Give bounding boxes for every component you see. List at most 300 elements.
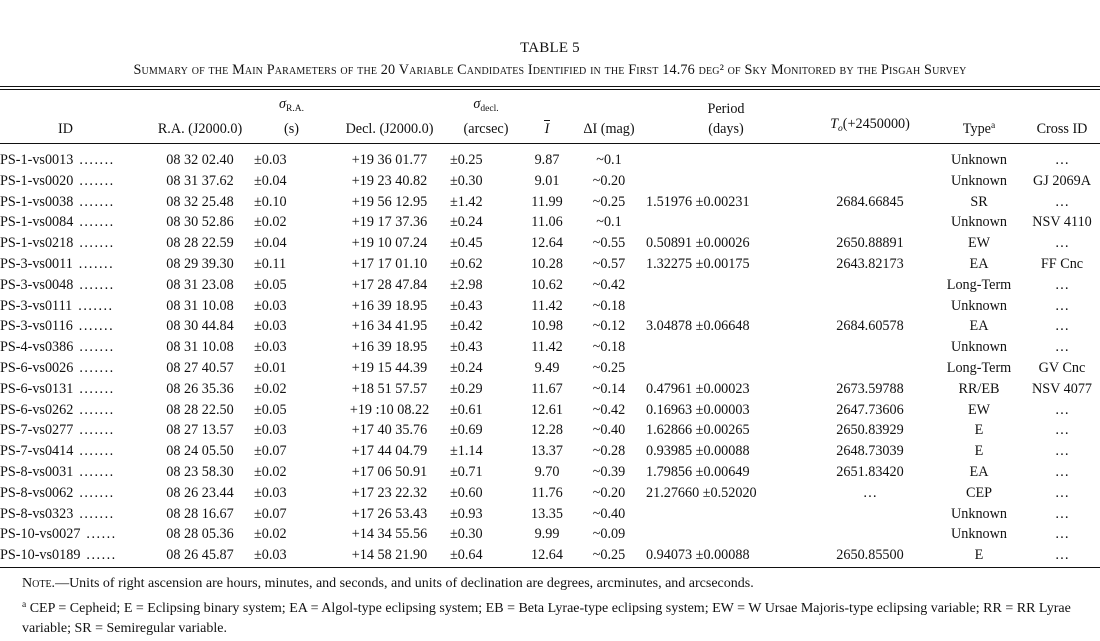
- cell-cross: …: [1054, 276, 1070, 293]
- cell-period: 1.32275 ±0.00175: [646, 255, 750, 272]
- cell-mean-i: 13.35: [531, 505, 563, 522]
- table-row: [0, 316, 1100, 337]
- cell-period: [646, 504, 806, 525]
- table-row: [0, 145, 1100, 171]
- cell-delta-i: ~0.20: [592, 484, 626, 501]
- cell-period: 0.50891 ±0.00026: [646, 235, 750, 252]
- cell-ra: 08 30 44.84: [166, 318, 234, 335]
- object-id: PS-1-vs0084: [0, 214, 74, 231]
- cell-cross: …: [1054, 235, 1070, 252]
- cell-mean-i: 12.28: [531, 422, 563, 439]
- cell-type: Long-Term: [946, 359, 1012, 376]
- cell-type: EW: [967, 401, 991, 418]
- cell-period: [646, 337, 806, 358]
- cell-mean-i: 9.70: [534, 463, 560, 480]
- top-rule: [0, 86, 1100, 87]
- leader-dots: .......: [79, 401, 115, 418]
- cell-cross: …: [1054, 193, 1070, 210]
- leader-dots: .......: [79, 505, 115, 522]
- cell-mean-i: 11.67: [531, 380, 563, 397]
- cell-cross: FF Cnc: [1040, 255, 1084, 272]
- cell-type: CEP: [965, 484, 993, 501]
- cell-type: E: [974, 422, 984, 439]
- cell-mean-i: 9.01: [534, 172, 560, 189]
- cell-t0: [806, 145, 934, 171]
- leader-dots: .......: [79, 214, 115, 231]
- cell-cross: …: [1054, 401, 1070, 418]
- object-id: PS-6-vs0262: [0, 401, 74, 418]
- cell-mean-i: 13.37: [531, 443, 563, 460]
- cell-id: [0, 296, 146, 317]
- table-row: [0, 254, 1100, 275]
- cell-dec: +16 34 41.95: [351, 318, 428, 335]
- cell-ra: 08 28 05.36: [166, 526, 234, 543]
- cell-sigma-dec: ±0.61: [450, 401, 483, 418]
- cell-mean-i: 11.42: [531, 297, 563, 314]
- cell-sigma-ra: ±0.02: [254, 380, 287, 397]
- cell-mean-i: 10.28: [531, 255, 563, 272]
- note-label: Note.: [22, 576, 56, 591]
- col-header-dec: Decl. (J2000.0): [345, 121, 434, 137]
- cell-id: [0, 524, 146, 545]
- object-id: PS-6-vs0131: [0, 380, 74, 397]
- cell-period: [646, 145, 806, 171]
- cell-ra: 08 28 22.59: [166, 235, 234, 252]
- cell-sigma-ra: ±0.03: [254, 484, 287, 501]
- cell-sigma-ra: ±0.01: [254, 359, 287, 376]
- cell-t0: [806, 296, 934, 317]
- cell-cross: …: [1054, 443, 1070, 460]
- cell-id: [0, 145, 146, 171]
- cell-sigma-ra: ±0.05: [254, 276, 287, 293]
- cell-t0: [806, 337, 934, 358]
- cell-ra: 08 29 39.30: [166, 255, 234, 272]
- cell-t0: 2651.83420: [836, 463, 904, 480]
- cell-dec: +14 34 55.56: [351, 526, 428, 543]
- cell-dec: +16 39 18.95: [351, 339, 428, 356]
- cell-t0: [806, 504, 934, 525]
- cell-delta-i: ~0.1: [596, 152, 622, 168]
- cell-delta-i: ~0.42: [592, 276, 626, 293]
- cell-mean-i: 9.87: [534, 152, 560, 168]
- cell-t0: 2643.82173: [836, 255, 904, 272]
- cell-period: [646, 212, 806, 233]
- cell-mean-i: 10.98: [531, 318, 563, 335]
- cell-cross: …: [1054, 297, 1070, 314]
- cell-delta-i: ~0.55: [592, 235, 626, 252]
- table-header: [0, 94, 1100, 145]
- table-row: [0, 504, 1100, 525]
- cell-delta-i: ~0.25: [592, 359, 626, 376]
- table-row: [0, 441, 1100, 462]
- table-row: [0, 524, 1100, 545]
- cell-dec: +17 26 53.43: [351, 505, 428, 522]
- cell-cross: NSV 4110: [1032, 214, 1092, 231]
- cell-sigma-dec: ±0.71: [450, 463, 483, 480]
- cell-ra: 08 28 22.50: [166, 401, 234, 418]
- cell-sigma-ra: ±0.03: [254, 422, 287, 439]
- cell-sigma-ra: ±0.05: [254, 401, 287, 418]
- cell-id: [0, 233, 146, 254]
- cell-mean-i: 12.61: [531, 401, 563, 418]
- col-header-cross-id: Cross ID: [1036, 121, 1088, 137]
- table-row: [0, 233, 1100, 254]
- cell-ra: 08 26 23.44: [166, 484, 234, 501]
- cell-sigma-ra: ±0.02: [254, 214, 287, 231]
- cell-mean-i: 11.42: [531, 339, 563, 356]
- leader-dots: .......: [79, 380, 115, 397]
- leader-dots: .......: [79, 235, 115, 252]
- table-row: [0, 296, 1100, 317]
- table-row: [0, 420, 1100, 441]
- cell-sigma-dec: ±0.43: [450, 339, 483, 356]
- cell-ra: 08 31 23.08: [166, 276, 234, 293]
- leader-dots: .......: [79, 463, 115, 480]
- sigma-dec-symbol: σ: [473, 96, 481, 112]
- cell-delta-i: ~0.25: [592, 547, 626, 564]
- cell-sigma-ra: ±0.02: [254, 463, 287, 480]
- cell-sigma-dec: ±0.60: [450, 484, 483, 501]
- cell-type: Long-Term: [946, 276, 1012, 293]
- cell-cross: …: [1054, 422, 1070, 439]
- leader-dots: .......: [78, 255, 115, 272]
- cell-cross: NSV 4077: [1031, 380, 1093, 397]
- cell-ra: 08 31 10.08: [166, 339, 234, 356]
- cell-t0: 2648.73039: [836, 443, 904, 460]
- leader-dots: .......: [79, 152, 115, 168]
- table-row: [0, 275, 1100, 296]
- cell-delta-i: ~0.42: [592, 401, 626, 418]
- cell-id: [0, 400, 146, 421]
- cell-cross: …: [1054, 505, 1070, 522]
- cell-t0: [806, 212, 934, 233]
- cell-sigma-dec: ±0.93: [450, 505, 483, 522]
- cell-t0: [806, 524, 934, 545]
- cell-ra: 08 31 37.62: [166, 172, 234, 189]
- cell-type: EA: [969, 318, 989, 335]
- cell-cross: …: [1054, 547, 1070, 564]
- cell-mean-i: 12.64: [531, 547, 563, 564]
- table-row: [0, 379, 1100, 400]
- cell-id: [0, 379, 146, 400]
- cell-t0: 2647.73606: [836, 401, 904, 418]
- cell-dec: +17 17 01.10: [351, 255, 428, 272]
- cell-type: Unknown: [951, 172, 1007, 189]
- sigma-dec-unit: (arcsec): [463, 121, 509, 137]
- cell-id: [0, 337, 146, 358]
- object-id: PS-8-vs0323: [0, 505, 74, 522]
- cell-ra: 08 24 05.50: [166, 443, 234, 460]
- cell-delta-i: ~0.12: [592, 318, 626, 335]
- cell-sigma-dec: ±1.14: [450, 443, 483, 460]
- cell-sigma-ra: ±0.04: [254, 172, 287, 189]
- cell-id: [0, 545, 146, 566]
- cell-cross: …: [1054, 484, 1070, 501]
- table-row: [0, 358, 1100, 379]
- cell-delta-i: ~0.20: [592, 172, 626, 189]
- cell-sigma-ra: ±0.03: [254, 152, 287, 168]
- cell-sigma-ra: ±0.11: [254, 255, 287, 272]
- cell-mean-i: 11.76: [531, 484, 563, 501]
- footnote-mark: a: [22, 599, 27, 610]
- cell-type: Unknown: [951, 339, 1007, 356]
- type-footnote-mark: a: [990, 121, 996, 131]
- cell-period: 3.04878 ±0.06648: [646, 318, 750, 335]
- cell-dec: +19 56 12.95: [351, 193, 428, 210]
- table-body: [0, 145, 1100, 566]
- object-id: PS-3-vs0116: [0, 318, 73, 335]
- cell-delta-i: ~0.1: [596, 214, 622, 231]
- sigma-ra-subscript: R.A.: [286, 104, 304, 114]
- cell-type: EW: [967, 235, 991, 252]
- cell-cross: GV Cnc: [1038, 359, 1086, 376]
- cell-mean-i: 12.64: [531, 235, 563, 252]
- object-id: PS-10-vs0027: [0, 526, 81, 543]
- leader-dots: .......: [78, 318, 115, 335]
- cell-period: [646, 524, 806, 545]
- object-id: PS-1-vs0020: [0, 172, 74, 189]
- leader-dots: .......: [79, 172, 115, 189]
- cell-t0: 2650.83929: [836, 422, 904, 439]
- cell-mean-i: 10.62: [531, 276, 563, 293]
- cell-id: [0, 462, 146, 483]
- cell-sigma-dec: ±0.30: [450, 526, 483, 543]
- object-id: PS-1-vs0218: [0, 235, 74, 252]
- cell-type: Unknown: [951, 152, 1007, 168]
- leader-dots: .......: [78, 297, 114, 314]
- cell-sigma-ra: ±0.07: [254, 505, 287, 522]
- cell-type: E: [974, 443, 984, 460]
- cell-id: [0, 275, 146, 296]
- cell-type: Unknown: [951, 214, 1007, 231]
- cell-cross: …: [1054, 318, 1070, 335]
- cell-id: [0, 483, 146, 504]
- table-notes: [0, 574, 1100, 640]
- leader-dots: .......: [79, 339, 115, 356]
- leader-dots: .......: [79, 359, 115, 376]
- cell-delta-i: ~0.40: [592, 505, 626, 522]
- cell-t0: [806, 275, 934, 296]
- cell-dec: +17 23 22.32: [351, 484, 428, 501]
- cell-type: SR: [970, 193, 988, 210]
- col-header-mean-i: [522, 94, 572, 145]
- cell-ra: 08 32 02.40: [166, 152, 234, 168]
- cell-sigma-dec: ±1.42: [450, 193, 483, 210]
- cell-cross: GJ 2069A: [1033, 172, 1091, 189]
- sigma-ra-unit: (s): [284, 121, 299, 137]
- sigma-ra-symbol: σ: [279, 96, 287, 112]
- cell-dec: +14 58 21.90: [351, 547, 428, 564]
- cell-sigma-dec: ±0.24: [450, 214, 483, 231]
- footnote-a: [0, 595, 1100, 640]
- cell-sigma-dec: ±0.43: [450, 297, 483, 314]
- cell-sigma-ra: ±0.03: [254, 339, 287, 356]
- cell-sigma-dec: ±0.30: [450, 172, 483, 189]
- leader-dots: .......: [79, 443, 115, 460]
- bottom-rule: [0, 567, 1100, 568]
- object-id: PS-8-vs0031: [0, 463, 74, 480]
- cell-sigma-ra: ±0.02: [254, 526, 287, 543]
- cell-period: [646, 171, 806, 192]
- cell-cross: …: [1054, 339, 1070, 356]
- cell-ra: 08 26 45.87: [166, 547, 234, 564]
- leader-dots: .......: [79, 193, 115, 210]
- period-unit: (days): [708, 121, 744, 137]
- cell-type: Unknown: [951, 297, 1007, 314]
- cell-t0: …: [862, 484, 878, 501]
- cell-dec: +19 :10 08.22: [349, 401, 430, 418]
- cell-mean-i: 11.99: [531, 193, 563, 210]
- cell-delta-i: ~0.14: [592, 380, 626, 397]
- variables-table: [0, 94, 1100, 566]
- col-header-sigma-dec: [450, 94, 522, 145]
- cell-sigma-ra: ±0.03: [254, 547, 287, 564]
- cell-dec: +19 15 44.39: [351, 359, 428, 376]
- cell-sigma-dec: ±0.69: [450, 422, 483, 439]
- cell-type: EA: [969, 463, 989, 480]
- cell-type: Unknown: [951, 526, 1007, 543]
- object-id: PS-8-vs0062: [0, 484, 74, 501]
- cell-period: 1.62866 ±0.00265: [646, 422, 750, 439]
- cell-period: 0.16963 ±0.00003: [646, 401, 750, 418]
- cell-sigma-dec: ±0.62: [450, 255, 483, 272]
- cell-id: [0, 358, 146, 379]
- table-row: [0, 545, 1100, 566]
- col-header-period: [646, 94, 806, 145]
- cell-ra: 08 27 40.57: [166, 359, 234, 376]
- cell-id: [0, 171, 146, 192]
- object-id: PS-3-vs0111: [0, 297, 73, 314]
- cell-dec: +19 10 07.24: [351, 235, 428, 252]
- cell-dec: +19 36 01.77: [351, 152, 428, 168]
- cell-sigma-ra: ±0.03: [254, 318, 287, 335]
- cell-period: [646, 296, 806, 317]
- cell-period: 1.79856 ±0.00649: [646, 463, 750, 480]
- cell-id: [0, 192, 146, 213]
- cell-id: [0, 441, 146, 462]
- cell-mean-i: 9.49: [534, 359, 560, 376]
- mean-i-symbol: I: [544, 121, 550, 137]
- cell-dec: +17 44 04.79: [351, 443, 428, 460]
- t0-symbol: T: [830, 116, 839, 132]
- general-note: [0, 574, 1100, 595]
- cell-period: 0.94073 ±0.00088: [646, 547, 750, 564]
- cell-ra: 08 27 13.57: [166, 422, 234, 439]
- table-row: [0, 192, 1100, 213]
- top-rule-double: [0, 89, 1100, 90]
- cell-delta-i: ~0.57: [592, 255, 626, 272]
- cell-delta-i: ~0.18: [592, 339, 626, 356]
- cell-sigma-dec: ±0.45: [450, 235, 483, 252]
- cell-period: [646, 358, 806, 379]
- cell-dec: +17 28 47.84: [351, 276, 428, 293]
- object-id: PS-1-vs0013: [0, 152, 74, 168]
- cell-t0: 2673.59788: [836, 380, 904, 397]
- cell-mean-i: 9.99: [534, 526, 560, 543]
- cell-delta-i: ~0.28: [592, 443, 626, 460]
- leader-dots: .......: [79, 276, 115, 293]
- object-id: PS-7-vs0414: [0, 443, 74, 460]
- table-caption: Summary of the Main Parameters of the 20 Variable Candidates Identified in the First 14.76 deg² of Sky Monitored by the Pisgah Survey: [133, 62, 967, 78]
- col-header-ra: R.A. (J2000.0): [157, 121, 243, 137]
- type-label: Type: [962, 121, 991, 137]
- t0-subscript: o: [838, 124, 843, 134]
- object-id: PS-7-vs0277: [0, 422, 74, 439]
- cell-period: 0.93985 ±0.00088: [646, 443, 750, 460]
- cell-ra: 08 23 58.30: [166, 463, 234, 480]
- cell-type: Unknown: [951, 505, 1007, 522]
- note-text: —Units of right ascension are hours, minutes, and seconds, and units of declination are degrees, arcminutes, and arcseconds.: [55, 576, 754, 591]
- cell-period: [646, 275, 806, 296]
- t0-offset: (+2450000): [842, 116, 910, 132]
- sigma-dec-subscript: decl.: [480, 104, 499, 114]
- cell-t0: 2650.88891: [836, 235, 904, 252]
- cell-sigma-ra: ±0.04: [254, 235, 287, 252]
- object-id: PS-3-vs0048: [0, 276, 74, 293]
- cell-t0: [806, 171, 934, 192]
- cell-cross: …: [1054, 463, 1070, 480]
- cell-delta-i: ~0.09: [592, 526, 626, 543]
- col-header-delta-i: ΔI (mag): [583, 121, 635, 137]
- cell-dec: +17 40 35.76: [351, 422, 428, 439]
- cell-period: 21.27660 ±0.52020: [646, 484, 757, 501]
- leader-dots: .......: [79, 484, 115, 501]
- cell-sigma-ra: ±0.03: [254, 297, 287, 314]
- object-id: PS-3-vs0011: [0, 255, 73, 272]
- cell-period: 1.51976 ±0.00231: [646, 193, 750, 210]
- cell-ra: 08 31 10.08: [166, 297, 234, 314]
- table-row: [0, 337, 1100, 358]
- object-id: PS-4-vs0386: [0, 339, 74, 356]
- cell-sigma-dec: ±0.25: [450, 152, 483, 168]
- cell-sigma-dec: ±2.98: [450, 276, 483, 293]
- cell-dec: +18 51 57.57: [351, 380, 428, 397]
- cell-id: [0, 316, 146, 337]
- cell-t0: 2684.60578: [836, 318, 904, 335]
- cell-ra: 08 26 35.36: [166, 380, 234, 397]
- cell-type: EA: [969, 255, 989, 272]
- table-number: TABLE 5: [520, 40, 580, 56]
- cell-id: [0, 254, 146, 275]
- leader-dots: ......: [86, 547, 117, 564]
- cell-id: [0, 504, 146, 525]
- col-header-id: ID: [58, 121, 73, 137]
- col-header-t0: [806, 94, 934, 145]
- col-header-sigma-ra: [254, 94, 329, 145]
- cell-id: [0, 420, 146, 441]
- cell-cross: …: [1054, 152, 1070, 168]
- leader-dots: .......: [79, 422, 115, 439]
- cell-dec: +19 17 37.36: [351, 214, 428, 231]
- cell-sigma-ra: ±0.07: [254, 443, 287, 460]
- cell-cross: …: [1054, 526, 1070, 543]
- period-label: Period: [707, 101, 745, 117]
- cell-t0: 2650.85500: [836, 547, 904, 564]
- footnote-text: CEP = Cepheid; E = Eclipsing binary system; EA = Algol-type eclipsing system; EB = Beta Lyrae-type eclipsing system; EW = W Ursae Majoris-type eclipsing variable; RR = RR Lyrae variable; SR = Semiregular variable.: [22, 600, 1071, 636]
- cell-dec: +17 06 50.91: [351, 463, 428, 480]
- table-row: [0, 462, 1100, 483]
- cell-sigma-dec: ±0.42: [450, 318, 483, 335]
- object-id: PS-6-vs0026: [0, 359, 74, 376]
- cell-dec: +19 23 40.82: [351, 172, 428, 189]
- cell-ra: 08 32 25.48: [166, 193, 234, 210]
- cell-t0: 2684.66845: [836, 193, 904, 210]
- cell-t0: [806, 358, 934, 379]
- cell-mean-i: 11.06: [531, 214, 563, 231]
- cell-dec: +16 39 18.95: [351, 297, 428, 314]
- cell-sigma-dec: ±0.24: [450, 359, 483, 376]
- table-row: [0, 400, 1100, 421]
